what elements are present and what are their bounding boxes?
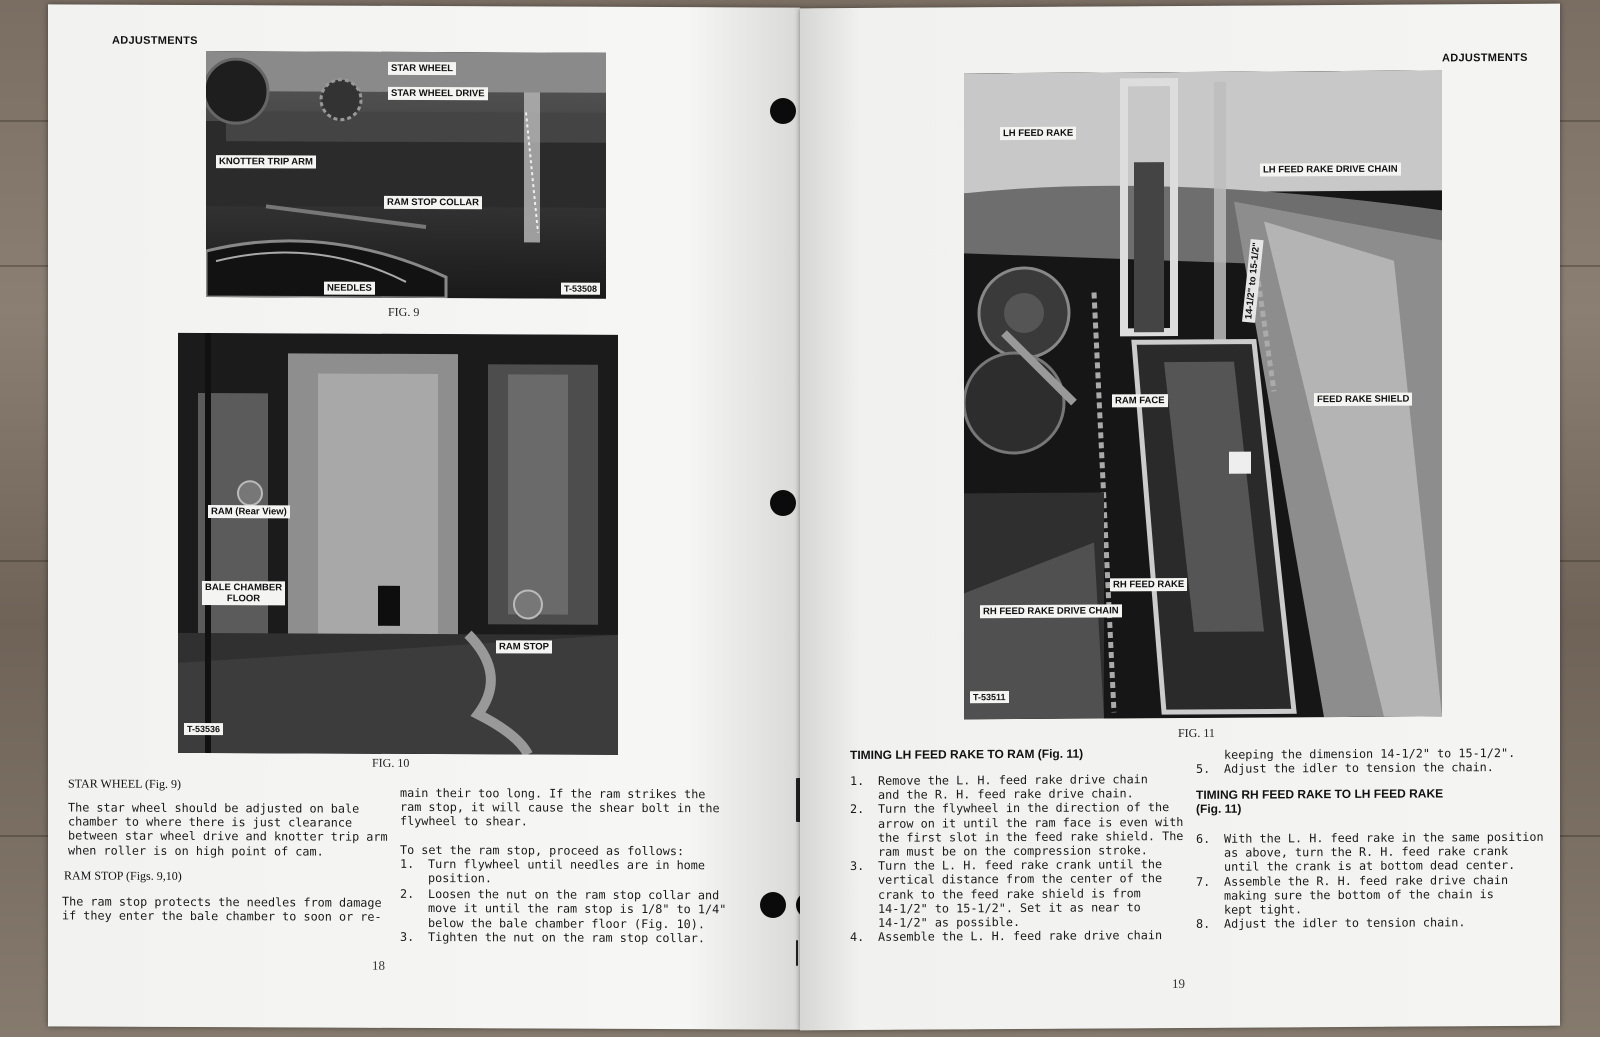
figure-10-illustration bbox=[178, 333, 618, 755]
left-page bbox=[48, 4, 800, 1029]
procedure-intro: To set the ram stop, proceed as follows: bbox=[400, 842, 685, 858]
text-line: ram must be on the compression stroke. bbox=[878, 843, 1148, 859]
timing-rh-steps bbox=[1196, 830, 1560, 932]
text-line: flywheel to shear. bbox=[400, 814, 528, 829]
photo-code: T-53536 bbox=[184, 723, 223, 735]
photo-code: T-53508 bbox=[561, 283, 600, 295]
timing-lh-steps bbox=[850, 772, 1190, 945]
callout-lh-feed-rake-drive-chain: LH FEED RAKE DRIVE CHAIN bbox=[1260, 163, 1401, 177]
step-number: 3. bbox=[400, 929, 415, 944]
page-number: 18 bbox=[372, 957, 385, 973]
text-line: below the bale chamber floor (Fig. 10). bbox=[428, 915, 705, 931]
text-line: kept tight. bbox=[1224, 902, 1303, 917]
procedure-step bbox=[400, 930, 730, 946]
text-line: chamber to where there is just clearance bbox=[68, 814, 353, 830]
procedure-step bbox=[850, 800, 1190, 859]
procedure-step bbox=[1196, 915, 1560, 931]
callout-bale-chamber-floor-line1: BALE CHAMBER bbox=[205, 582, 283, 594]
text-line: if they enter the bale chamber to soon or re- bbox=[62, 908, 382, 925]
callout-rh-feed-rake-drive-chain: RH FEED RAKE DRIVE CHAIN bbox=[980, 604, 1122, 618]
right-page bbox=[800, 4, 1560, 1031]
text-line: keeping the dimension 14-1/2" to 15-1/2". bbox=[1224, 745, 1516, 762]
text-line: and the R. H. feed rake drive chain. bbox=[878, 786, 1134, 803]
text-line: the first slot in the feed rake shield. The bbox=[878, 828, 1184, 845]
text-line: as above, turn the R. H. feed rake crank bbox=[1224, 844, 1509, 860]
callout-bale-chamber-floor bbox=[202, 581, 285, 605]
dimension-label: 14-1/2" to 15-1/2" bbox=[1242, 239, 1264, 323]
callout-ram-stop-collar: RAM STOP COLLAR bbox=[384, 196, 482, 209]
text-line: Turn the L. H. feed rake crank until the bbox=[878, 857, 1163, 874]
figure-11-caption: FIG. 11 bbox=[1178, 725, 1215, 741]
step-number: 7. bbox=[1196, 874, 1211, 889]
text-line: between star wheel drive and knotter trip arm bbox=[68, 828, 388, 845]
step-number: 2. bbox=[400, 887, 415, 902]
text-line: main their too long. If the ram strikes the bbox=[400, 785, 706, 802]
text-line: 14-1/2" to 15-1/2". Set it as near to bbox=[878, 900, 1141, 916]
text-line: The star wheel should be adjusted on bale bbox=[68, 800, 360, 816]
section-heading-timing-lh: TIMING LH FEED RAKE TO RAM (Fig. 11) bbox=[850, 746, 1084, 763]
figure-10-caption: FIG. 10 bbox=[372, 755, 410, 770]
step-number: 2. bbox=[850, 802, 865, 817]
star-wheel-body bbox=[68, 800, 398, 858]
text-line: move it until the ram stop is 1/8" to 1/4" bbox=[428, 901, 727, 917]
callout-rh-feed-rake: RH FEED RAKE bbox=[1110, 578, 1187, 591]
text-line: With the L. H. feed rake in the same position bbox=[1224, 829, 1544, 846]
text-line: Loosen the nut on the ram stop collar and bbox=[428, 887, 720, 903]
callout-ram-rear-view: RAM (Rear View) bbox=[208, 505, 290, 518]
ram-stop-body bbox=[62, 894, 402, 924]
step-number: 5. bbox=[1196, 762, 1211, 777]
figure-9-caption: FIG. 9 bbox=[388, 304, 420, 319]
step-number: 3. bbox=[850, 859, 865, 874]
text-line: arrow on it until the ram face is even with bbox=[878, 814, 1184, 831]
text-line: until the crank is at bottom dead center. bbox=[1224, 858, 1516, 875]
stitch-mark bbox=[796, 940, 798, 966]
procedure-step bbox=[850, 857, 1190, 930]
step-number: 6. bbox=[1196, 831, 1211, 846]
procedure-step bbox=[1196, 760, 1556, 776]
procedure-step bbox=[850, 772, 1190, 802]
binding-hole bbox=[770, 98, 796, 124]
figure-9-photo bbox=[206, 51, 606, 299]
timing-lh-continued bbox=[1196, 746, 1556, 777]
binding-hole bbox=[760, 892, 786, 918]
text-line: Turn flywheel until needles are in home bbox=[428, 856, 705, 873]
step-number: 8. bbox=[1196, 917, 1211, 932]
step-number: 1. bbox=[400, 856, 415, 871]
section-heading-timing-rh: TIMING RH FEED RAKE TO LH FEED RAKE bbox=[1196, 786, 1444, 802]
callout-needles: NEEDLES bbox=[324, 282, 375, 295]
step-number: 4. bbox=[850, 930, 865, 945]
callout-ram-stop: RAM STOP bbox=[496, 640, 552, 653]
page-header: ADJUSTMENTS bbox=[1442, 51, 1528, 65]
photo-code: T-53511 bbox=[970, 691, 1009, 703]
callout-star-wheel-drive: STAR WHEEL DRIVE bbox=[388, 87, 488, 100]
text-line: Adjust the idler to tension chain. bbox=[1224, 915, 1466, 931]
page-number: 19 bbox=[1172, 975, 1185, 992]
callout-lh-feed-rake: LH FEED RAKE bbox=[1000, 127, 1076, 140]
section-heading-timing-rh-ref: (Fig. 11) bbox=[1196, 801, 1242, 816]
procedure-step bbox=[1196, 830, 1560, 875]
text-line: Assemble the R. H. feed rake drive chain bbox=[1224, 872, 1509, 889]
text-line: vertical distance from the center of the bbox=[878, 871, 1163, 888]
ram-stop-continued bbox=[400, 786, 730, 945]
figure-10-photo bbox=[178, 333, 618, 755]
figure-11-photo bbox=[964, 70, 1442, 719]
text-line: making sure the bottom of the chain is bbox=[1224, 886, 1494, 903]
text-line: Tighten the nut on the ram stop collar. bbox=[428, 929, 705, 946]
text-line: The ram stop protects the needles from damage bbox=[62, 894, 382, 910]
section-heading-ram-stop: RAM STOP (Figs. 9,10) bbox=[64, 868, 182, 883]
procedure-step bbox=[1196, 872, 1560, 917]
text-line: Adjust the idler to tension the chain. bbox=[1224, 760, 1494, 776]
procedure-step bbox=[850, 928, 1190, 944]
binding-hole bbox=[770, 490, 796, 516]
callout-knotter-trip-arm: KNOTTER TRIP ARM bbox=[216, 155, 316, 168]
callout-ram-face: RAM FACE bbox=[1112, 394, 1168, 407]
text-line: 14-1/2" as possible. bbox=[878, 915, 1021, 930]
text-line: Turn the flywheel in the direction of the bbox=[878, 800, 1170, 817]
section-heading-star-wheel: STAR WHEEL (Fig. 9) bbox=[68, 776, 182, 791]
text-line: Remove the L. H. feed rake drive chain bbox=[878, 772, 1148, 788]
procedure-step bbox=[400, 887, 730, 931]
step-number: 1. bbox=[850, 773, 865, 789]
procedure-step bbox=[400, 857, 730, 887]
callout-star-wheel: STAR WHEEL bbox=[388, 62, 456, 75]
page-header: ADJUSTMENTS bbox=[112, 34, 198, 48]
text-line: Assemble the L. H. feed rake drive chain bbox=[878, 928, 1163, 945]
text-line: position. bbox=[428, 871, 492, 886]
callout-bale-chamber-floor-line2: FLOOR bbox=[226, 593, 261, 605]
text-line: when roller is on high point of cam. bbox=[68, 843, 324, 859]
text-line: ram stop, it will cause the shear bolt in the bbox=[400, 800, 720, 816]
callout-feed-rake-shield: FEED RAKE SHIELD bbox=[1314, 393, 1412, 407]
text-line: crank to the feed rake shield is from bbox=[878, 885, 1141, 902]
